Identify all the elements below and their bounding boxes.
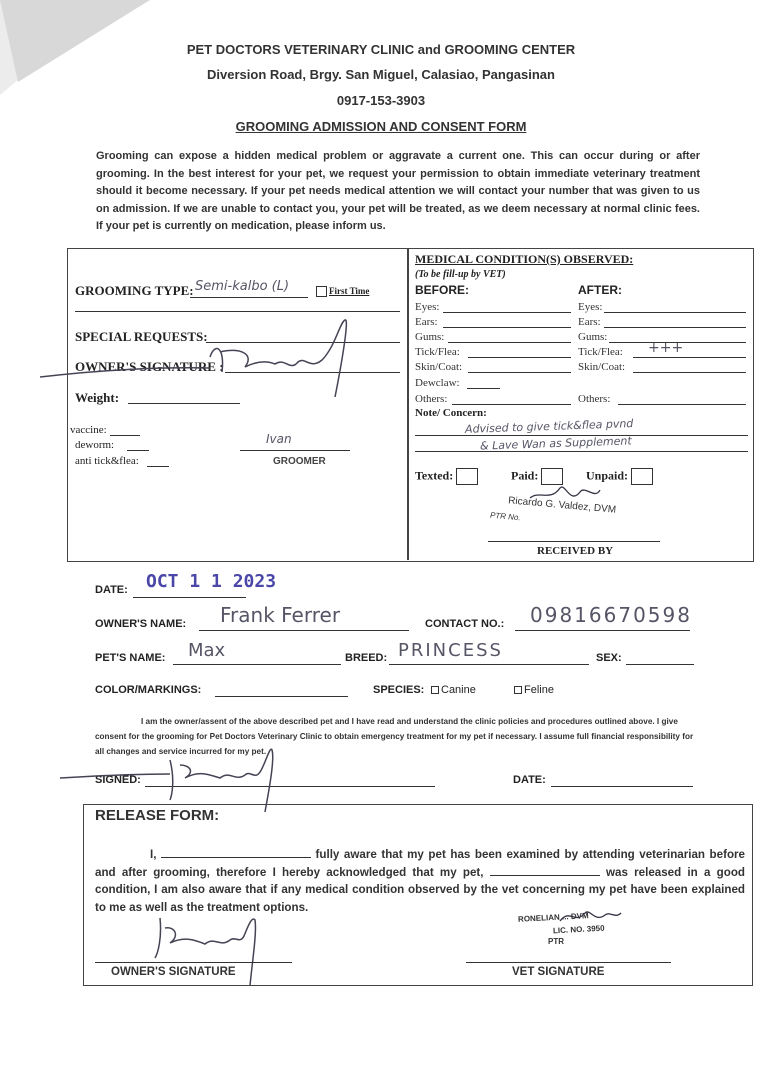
color-line [215, 696, 348, 697]
feline-label: Feline [524, 684, 554, 696]
feline-option[interactable] [514, 684, 554, 696]
contact-label: CONTACT NO.: [425, 618, 505, 630]
box-divider [407, 249, 409, 560]
after-skin-label: Skin/Coat: [578, 361, 626, 373]
after-skin-line [633, 372, 746, 373]
note-line-2 [415, 451, 748, 452]
grooming-type-value[interactable]: Semi-kalbo (L) [195, 279, 290, 294]
before-gums-line [448, 342, 571, 343]
vet-sig-label: VET SIGNATURE [512, 966, 605, 978]
release-name-blank[interactable] [161, 857, 311, 858]
groomer-line [240, 450, 350, 451]
before-tick-line [468, 357, 571, 358]
release-vet-stamp-ptr: PTR [548, 937, 564, 946]
pet-name-line [173, 664, 341, 665]
contact-line [515, 630, 690, 631]
clinic-name: PET DOCTORS VETERINARY CLINIC and GROOMING CENTER [186, 42, 576, 57]
contact-value[interactable]: 09816670598 [530, 603, 692, 627]
release-text-i: I, [150, 848, 157, 861]
owner-name-value[interactable]: Frank Ferrer [220, 603, 341, 627]
release-vet-scribble [555, 903, 625, 931]
first-time-box[interactable] [316, 286, 327, 297]
date-line [133, 597, 246, 598]
before-skin-label: Skin/Coat: [415, 361, 463, 373]
sex-label: SEX: [596, 652, 622, 664]
after-tick-value: +++ [648, 340, 684, 356]
grooming-type-line [190, 297, 308, 298]
release-vet-stamp-lic: LIC. NO. 3950 [552, 923, 605, 936]
before-ears-label: Ears: [415, 316, 438, 328]
after-tick-line [633, 357, 746, 358]
vet-sig-line [466, 962, 671, 963]
before-label: BEFORE: [415, 283, 469, 297]
after-gums-label: Gums: [578, 331, 608, 343]
after-eyes-line [604, 312, 746, 313]
canine-label: Canine [441, 684, 476, 696]
release-text-2: was released in a good condition, I am also aware that if any medical condition observed by the vet concerning my pet have been explained to me as well as the treatment options. [95, 865, 745, 914]
received-by-label: RECEIVED BY [537, 545, 614, 557]
deworm-label: deworm: [75, 439, 115, 451]
owner-sig-line [95, 962, 292, 963]
first-time-label: First Time [329, 286, 370, 296]
owner-name-label: OWNER'S NAME: [95, 618, 187, 630]
before-others-line [452, 404, 571, 405]
feline-box[interactable] [514, 686, 522, 694]
special-requests-label: SPECIAL REQUESTS: [75, 329, 208, 344]
before-eyes-label: Eyes: [415, 301, 440, 313]
breed-value[interactable]: PRINCESS [398, 640, 503, 661]
vaccine-label: vaccine: [70, 424, 107, 436]
texted-box[interactable] [456, 468, 478, 485]
unpaid-label: Unpaid: [586, 468, 629, 483]
groomer-name: Ivan [266, 432, 292, 446]
color-label: COLOR/MARKINGS: [95, 684, 202, 696]
medical-title: MEDICAL CONDITION(S) OBSERVED: [415, 252, 634, 266]
weight-label: Weight: [75, 390, 120, 405]
after-others-line [618, 404, 746, 405]
signed-label: SIGNED: [95, 774, 141, 786]
clinic-phone: 0917-153-3903 [336, 93, 426, 108]
pet-name-label: PET'S NAME: [95, 652, 166, 664]
release-title: RELEASE FORM: [95, 807, 220, 824]
canine-box[interactable] [431, 686, 439, 694]
after-tick-label: Tick/Flea: [578, 346, 623, 358]
species-label: SPECIES: [373, 684, 425, 696]
date-label: DATE: [95, 584, 128, 596]
weight-line [128, 403, 240, 404]
medical-subtitle: (To be fill-up by VET) [415, 269, 506, 280]
first-time-checkbox[interactable] [316, 286, 369, 297]
before-eyes-line [443, 312, 571, 313]
note-text-1: Advised to give tick&flea pvnd [464, 417, 634, 436]
date2-label: DATE: [513, 774, 546, 786]
release-paragraph [95, 846, 745, 916]
before-skin-line [468, 372, 571, 373]
after-others-label: Others: [578, 393, 611, 405]
before-dewclaw-line [467, 388, 500, 389]
owner-name-line [199, 630, 409, 631]
grooming-type-label: GROOMING TYPE: [75, 283, 194, 298]
release-text-1: fully aware that my pet has been examined by attending veterinarian before and after grooming, therefore I hereby acknowledged that my pet, [95, 848, 745, 879]
before-others-label: Others: [415, 393, 448, 405]
paid-label: Paid: [511, 468, 539, 483]
deworm-line [127, 450, 149, 451]
note-text-2: & Lave Wan as Supplement [479, 434, 632, 453]
release-pet-blank[interactable] [490, 875, 600, 876]
breed-label: BREED: [345, 652, 388, 664]
owner-sig-label: OWNER'S SIGNATURE [111, 966, 236, 978]
texted-label: Texted: [415, 468, 454, 483]
received-by-line [488, 541, 660, 542]
after-ears-label: Ears: [578, 316, 601, 328]
clinic-address: Diversion Road, Brgy. San Miguel, Calasiao, Pangasinan [207, 67, 555, 82]
note-label: Note/ Concern: [415, 407, 487, 419]
before-ears-line [443, 327, 571, 328]
before-gums-label: Gums: [415, 331, 445, 343]
groomer-label: GROOMER [273, 456, 326, 467]
breed-line [389, 664, 589, 665]
after-label: AFTER: [578, 283, 622, 297]
pet-name-value[interactable]: Max [188, 640, 226, 661]
date2-line [551, 786, 693, 787]
date-value[interactable]: OCT 1 1 2023 [146, 571, 277, 592]
form-title: GROOMING ADMISSION AND CONSENT FORM [235, 119, 527, 134]
owner-signature-label: OWNER'S SIGNATURE : [75, 359, 224, 374]
anti-tick-label: anti tick&flea: [75, 455, 139, 467]
canine-option[interactable] [431, 684, 476, 696]
unpaid-box[interactable] [631, 468, 653, 485]
vet-stamp-ptr: PTR No. [489, 510, 522, 523]
intro-paragraph: Grooming can expose a hidden medical problem or aggravate a current one. This can occur during or after grooming. In the best interest for your pet, we request your permission to obtain immediate veterinary treatment should it become necessary. If your pet needs medical attention we will contact your number that was given to us on admission. If we are unable to contact you, your pet will be treated, as we deem necessary at normal clinic fees. If your pet is currently on medication, please inform us. [96, 150, 700, 232]
consent-text: I am the owner/assent of the above described pet and I have read and understand the clinic policies and procedures outlined above. I give consent for the grooming for Pet Doctors Veterinary Clinic to obtain emergency treatment for my pet if necessary. I assume full financial responsibility for all changes and service incurred for my pet. [95, 717, 694, 756]
vaccine-line [110, 435, 140, 436]
texted-field[interactable] [415, 468, 478, 485]
before-dewclaw-label: Dewclaw: [415, 377, 460, 389]
sex-line [626, 664, 694, 665]
after-ears-line [604, 327, 746, 328]
before-tick-label: Tick/Flea: [415, 346, 460, 358]
after-eyes-label: Eyes: [578, 301, 603, 313]
anti-tick-line [147, 466, 169, 467]
vet-stamp-name: Ricardo G. Valdez, DVM [507, 495, 617, 516]
release-vet-stamp-name: RONELIAN ... DVM [517, 911, 589, 924]
